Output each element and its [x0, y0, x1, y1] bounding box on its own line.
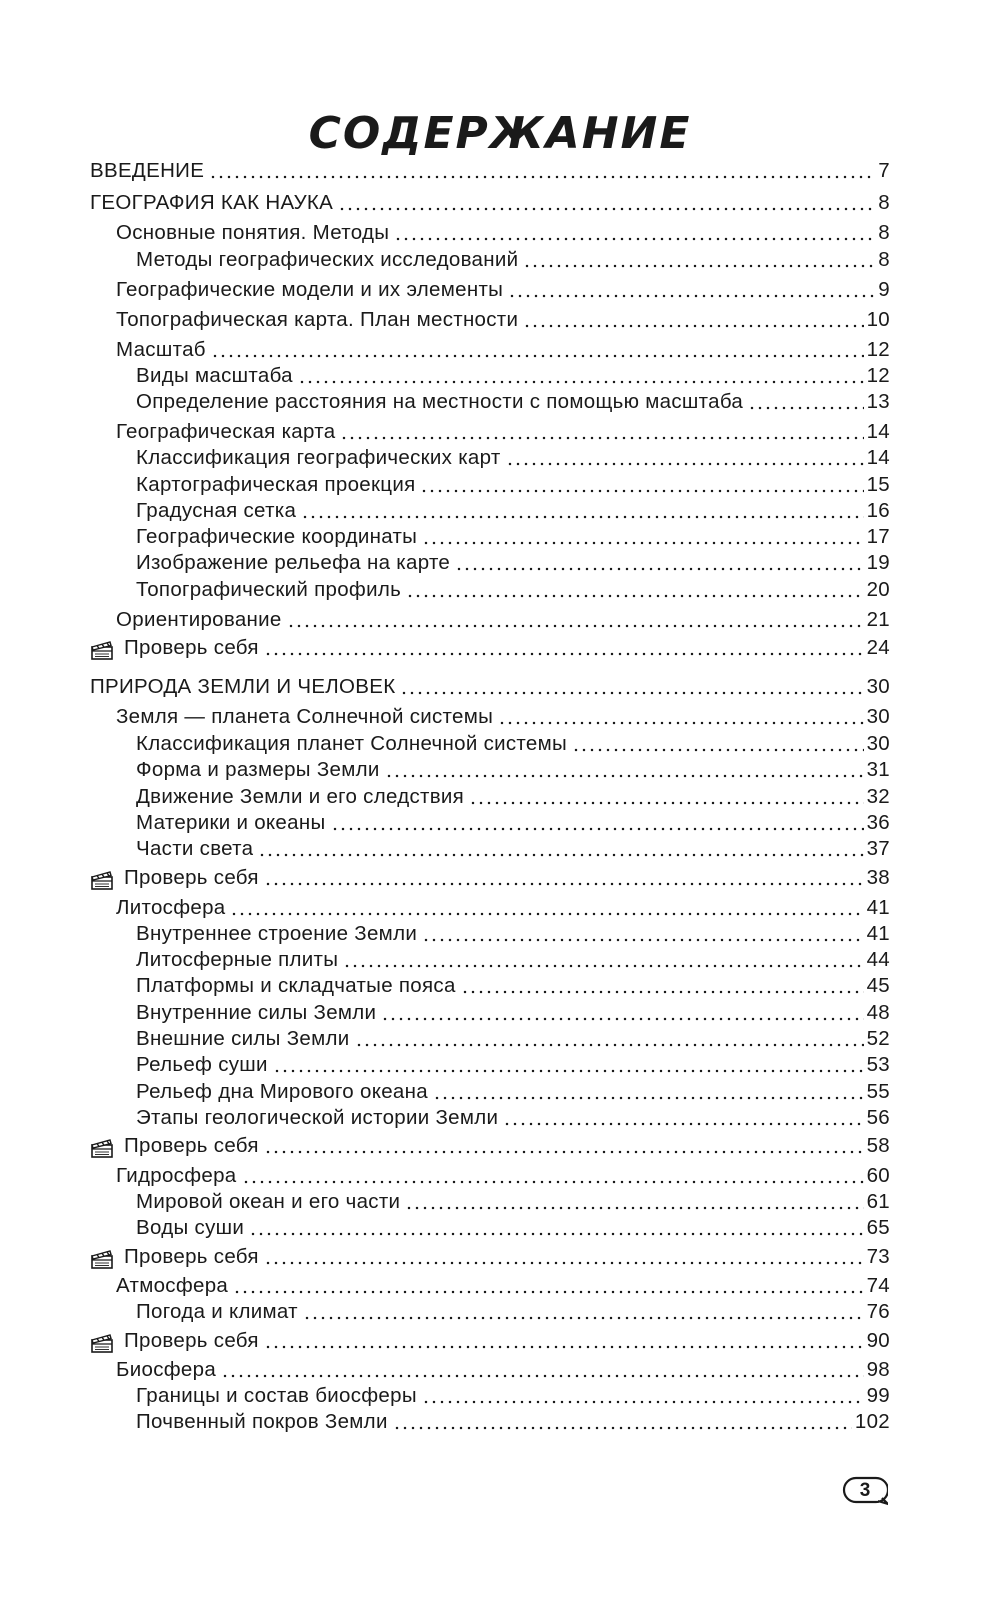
toc-entry-label	[116, 896, 227, 920]
toc-entry-page: 30	[866, 732, 890, 755]
dot-leader	[385, 774, 864, 778]
toc-entry-page: 15	[866, 473, 890, 496]
toc-entry-text: Классификация географических карт	[136, 446, 501, 469]
clapperboard-icon	[90, 1332, 114, 1354]
dot-leader	[209, 175, 875, 179]
dot-leader	[420, 489, 863, 493]
toc-entry	[136, 1187, 890, 1214]
dot-leader	[748, 406, 864, 410]
toc-entry-label	[136, 248, 520, 272]
toc-entry-page: 14	[866, 420, 890, 443]
toc-entry-label	[90, 1245, 261, 1269]
toc-entry-label	[136, 948, 340, 972]
toc-entry-page: 60	[866, 1164, 890, 1187]
toc-entry	[136, 782, 890, 809]
toc-entry-page: 7	[878, 159, 890, 182]
toc-entry-label	[116, 420, 337, 444]
toc-entry-page: 32	[866, 785, 890, 808]
toc-entry-label	[116, 608, 284, 632]
toc-entry	[136, 1050, 890, 1077]
toc-entry-text: Внешние силы Земли	[136, 1027, 350, 1050]
toc-entry-page: 65	[866, 1216, 890, 1239]
toc-entry-label	[116, 1358, 218, 1382]
toc-entry-label	[90, 1134, 261, 1158]
toc-entry	[90, 1131, 890, 1158]
toc-entry-label	[136, 1410, 390, 1434]
toc-entry-label	[136, 525, 419, 549]
toc-entry-label	[136, 922, 419, 946]
page-title: СОДЕРЖАНИЕ	[308, 108, 692, 159]
toc-entry-label	[116, 705, 495, 729]
toc-entry-page: 45	[866, 974, 890, 997]
toc-entry-page: 8	[878, 221, 890, 244]
toc-entry	[136, 1407, 890, 1434]
toc-entry-label	[136, 1300, 300, 1324]
toc-entry	[136, 548, 890, 575]
toc-entry-page: 76	[866, 1300, 890, 1323]
toc-entry-text: Проверь себя	[124, 866, 259, 889]
toc-entry-label	[136, 1106, 500, 1130]
toc-entry	[116, 417, 890, 444]
toc-entry-page: 56	[866, 1106, 890, 1129]
dot-leader	[331, 827, 864, 831]
dot-leader	[433, 1096, 864, 1100]
toc-entry-text: Топографический профиль	[136, 578, 402, 601]
toc-entry-page: 53	[866, 1053, 890, 1076]
toc-entry-label	[116, 278, 505, 302]
dot-leader	[400, 691, 863, 695]
dot-leader	[338, 207, 875, 211]
toc-entry-label	[136, 446, 503, 470]
toc-entry-text: Методы географических исследований	[136, 248, 519, 271]
toc-entry-label	[90, 1329, 261, 1353]
dot-leader	[221, 1374, 864, 1378]
toc-entry-page: 8	[878, 248, 890, 271]
toc-entry-page: 8	[878, 191, 890, 214]
dot-leader	[211, 354, 864, 358]
page-number-badge	[842, 1476, 888, 1506]
dot-leader	[422, 938, 864, 942]
dot-leader	[264, 1261, 864, 1265]
toc-entry-text: Биосфера	[116, 1358, 217, 1381]
toc-entry-label	[136, 473, 417, 497]
toc-entry-text: Границы и состав биосферы	[136, 1384, 417, 1407]
toc-entry	[90, 863, 890, 890]
dot-leader	[264, 1150, 864, 1154]
toc-entry	[116, 335, 890, 362]
dot-leader	[405, 1206, 863, 1210]
toc-entry-text: Воды суши	[136, 1216, 245, 1239]
dot-leader	[455, 567, 863, 571]
toc-entry-label	[136, 811, 328, 835]
toc-entry	[90, 1242, 890, 1269]
toc-entry-label	[116, 308, 520, 332]
toc-entry-page: 12	[866, 338, 890, 361]
toc-entry-label	[136, 364, 295, 388]
toc-entry-page: 19	[866, 551, 890, 574]
toc-entry-text: Рельеф суши	[136, 1053, 268, 1076]
toc-entry	[116, 218, 890, 245]
dot-leader	[273, 1069, 864, 1073]
toc-entry-text: Форма и размеры Земли	[136, 758, 380, 781]
toc-entry-page: 31	[866, 758, 890, 781]
toc-entry-text: Виды масштаба	[136, 364, 293, 387]
toc-entry	[116, 1271, 890, 1298]
toc-entry-page: 10	[866, 308, 890, 331]
clapperboard-icon	[90, 869, 114, 891]
toc-entry-label	[136, 551, 452, 575]
toc-entry	[136, 1213, 890, 1240]
toc-entry-label	[90, 191, 335, 215]
dot-leader	[572, 748, 864, 752]
dot-leader	[264, 882, 864, 886]
toc-entry-text: Атмосфера	[116, 1274, 229, 1297]
dot-leader	[523, 324, 863, 328]
toc-entry	[136, 919, 890, 946]
toc-entry-label	[136, 1080, 430, 1104]
toc-entry-page: 90	[866, 1329, 890, 1352]
toc-entry-text: Погода и климат	[136, 1300, 298, 1323]
toc-entry-text: Этапы геологической истории Земли	[136, 1106, 499, 1129]
dot-leader	[301, 515, 863, 519]
toc-entry-page: 55	[866, 1080, 890, 1103]
toc-entry-page: 30	[866, 675, 890, 698]
toc-entry-page: 44	[866, 948, 890, 971]
toc-entry-label	[136, 974, 458, 998]
toc-entry-label	[136, 390, 745, 414]
toc-entry	[136, 387, 890, 414]
clapperboard-icon	[90, 1137, 114, 1159]
toc-entry-text: Материки и океаны	[136, 811, 326, 834]
toc-entry-page: 9	[878, 278, 890, 301]
toc-entry-text: Масштаб	[116, 338, 206, 361]
dot-leader	[249, 1232, 863, 1236]
toc-entry	[136, 971, 890, 998]
toc-entry-text: Градусная сетка	[136, 499, 297, 522]
toc-entry	[116, 275, 890, 302]
toc-entry	[136, 1103, 890, 1130]
toc-entry	[90, 1326, 890, 1353]
toc-entry-page: 36	[866, 811, 890, 834]
toc-entry	[136, 575, 890, 602]
toc-entry	[136, 443, 890, 470]
toc-entry-page: 38	[866, 866, 890, 889]
dot-leader	[461, 990, 864, 994]
dot-leader	[264, 652, 864, 656]
dot-leader	[264, 1345, 864, 1349]
clapperboard-icon	[90, 639, 114, 661]
toc-entry-page: 16	[866, 499, 890, 522]
toc-entry-label	[136, 578, 403, 602]
toc-entry-text: ГЕОГРАФИЯ КАК НАУКА	[90, 191, 334, 214]
toc-entry	[136, 834, 890, 861]
toc-entry-text: Проверь себя	[124, 1134, 259, 1157]
toc-entry-text: ПРИРОДА ЗЕМЛИ И ЧЕЛОВЕК	[90, 675, 396, 698]
toc-entry-page: 14	[866, 446, 890, 469]
toc-entry-label	[136, 1384, 419, 1408]
toc-entry	[136, 1077, 890, 1104]
dot-leader	[303, 1316, 864, 1320]
dot-leader	[258, 853, 863, 857]
toc-entry-page: 20	[866, 578, 890, 601]
dot-leader	[469, 801, 864, 805]
toc-entry	[90, 672, 890, 699]
toc-entry-text: Части света	[136, 837, 254, 860]
dot-leader	[242, 1180, 864, 1184]
toc-entry-page: 13	[866, 390, 890, 413]
toc-entry-text: Топографическая карта. План местности	[116, 308, 519, 331]
toc-entry-page: 99	[866, 1384, 890, 1407]
toc-entry	[116, 605, 890, 632]
toc-entry	[90, 156, 890, 183]
clapperboard-icon	[90, 1248, 114, 1270]
dot-leader	[233, 1290, 863, 1294]
toc-entry-page: 37	[866, 837, 890, 860]
toc-entry	[116, 305, 890, 332]
toc-entry	[136, 245, 890, 272]
toc-entry-page: 30	[866, 705, 890, 728]
toc-entry-text: Ориентирование	[116, 608, 282, 631]
toc-entry-text: Внутреннее строение Земли	[136, 922, 418, 945]
toc-entry-text: Гидросфера	[116, 1164, 237, 1187]
toc-entry-text: Почвенный покров Земли	[136, 1410, 388, 1433]
toc-entry-text: Основные понятия. Методы	[116, 221, 390, 244]
toc-entry-text: Земля — планета Солнечной системы	[116, 705, 494, 728]
toc-entry-label	[136, 758, 382, 782]
toc-entry	[136, 1024, 890, 1051]
toc-entry-label	[136, 732, 569, 756]
toc-entry-page: 17	[866, 525, 890, 548]
toc-entry	[116, 1161, 890, 1188]
dot-leader	[287, 624, 864, 628]
page-number: 3	[859, 1480, 871, 1501]
dot-leader	[406, 594, 864, 598]
toc-entry-text: Классификация планет Солнечной системы	[136, 732, 568, 755]
toc-entry-label	[136, 837, 255, 861]
toc-entry-label	[90, 866, 261, 890]
dot-leader	[381, 1017, 863, 1021]
dot-leader	[298, 380, 864, 384]
toc-entry-text: Литосфера	[116, 896, 226, 919]
toc-entry-label	[136, 1027, 352, 1051]
toc-entry-page: 41	[866, 922, 890, 945]
toc-entry-label	[90, 159, 206, 183]
dot-leader	[343, 964, 863, 968]
toc-entry	[136, 755, 890, 782]
toc-entry-text: Географическая карта	[116, 420, 336, 443]
dot-leader	[523, 264, 875, 268]
dot-leader	[394, 237, 875, 241]
toc-entry	[136, 522, 890, 549]
toc-entry-label	[116, 338, 208, 362]
dot-leader	[506, 462, 864, 466]
toc-entry-label	[136, 785, 466, 809]
toc-entry-label	[90, 636, 261, 660]
toc-entry-text: Проверь себя	[124, 1245, 259, 1268]
toc-entry-page: 61	[866, 1190, 890, 1213]
toc-entry-text: ВВЕДЕНИЕ	[90, 159, 205, 182]
toc-entry	[90, 188, 890, 215]
toc-entry	[136, 998, 890, 1025]
dot-leader	[503, 1122, 863, 1126]
toc-entry-page: 41	[866, 896, 890, 919]
dot-leader	[508, 294, 875, 298]
toc-entry	[136, 945, 890, 972]
toc-entry-page: 24	[866, 636, 890, 659]
toc-entry	[136, 729, 890, 756]
toc-entry-text: Мировой океан и его части	[136, 1190, 401, 1213]
toc-entry-text: Проверь себя	[124, 636, 259, 659]
toc-entry-label	[136, 1190, 402, 1214]
toc-entry-text: Литосферные плиты	[136, 948, 339, 971]
toc-entry	[136, 496, 890, 523]
toc-entry-label	[136, 1001, 378, 1025]
toc-entry-page: 21	[866, 608, 890, 631]
toc-entry	[116, 1355, 890, 1382]
toc-entry-label	[90, 675, 397, 699]
dot-leader	[393, 1426, 852, 1430]
toc-entry-label	[136, 499, 298, 523]
toc-entry-text: Проверь себя	[124, 1329, 259, 1352]
toc-entry-page: 48	[866, 1001, 890, 1024]
dot-leader	[498, 721, 863, 725]
dot-leader	[355, 1043, 864, 1047]
toc-entry-page: 58	[866, 1134, 890, 1157]
toc-entry-text: Рельеф дна Мирового океана	[136, 1080, 428, 1103]
toc-entry	[136, 1381, 890, 1408]
toc-entry	[116, 893, 890, 920]
toc-entry-page: 98	[866, 1358, 890, 1381]
toc-entry	[116, 702, 890, 729]
toc-entry-text: Географические координаты	[136, 525, 418, 548]
toc-entry-label	[116, 1274, 230, 1298]
toc-entry	[90, 633, 890, 660]
toc-entry-page: 12	[866, 364, 890, 387]
dot-leader	[422, 1400, 864, 1404]
toc-entry-label	[136, 1053, 270, 1077]
toc-entry-text: Определение расстояния на местности с помощью масштаба	[136, 390, 744, 413]
toc-entry-page: 52	[866, 1027, 890, 1050]
toc-entry-text: Картографическая проекция	[136, 473, 416, 496]
toc-entry-page: 74	[866, 1274, 890, 1297]
dot-leader	[230, 912, 863, 916]
toc-entry-text: Движение Земли и его следствия	[136, 785, 465, 808]
toc-entry-label	[136, 1216, 246, 1240]
dot-leader	[340, 436, 863, 440]
toc-entry-label	[116, 221, 391, 245]
toc-entry	[136, 1297, 890, 1324]
toc-entry-text: Платформы и складчатые пояса	[136, 974, 456, 997]
toc-entry-text: Внутренние силы Земли	[136, 1001, 377, 1024]
toc-entry-page: 73	[866, 1245, 890, 1268]
dot-leader	[422, 541, 863, 545]
toc-entry	[136, 470, 890, 497]
toc-entry-text: Географические модели и их элементы	[116, 278, 504, 301]
toc-entry	[136, 361, 890, 388]
toc-entry	[136, 808, 890, 835]
toc-entry-page: 102	[854, 1410, 890, 1433]
toc-entry-text: Изображение рельефа на карте	[136, 551, 451, 574]
toc-entry-label	[116, 1164, 239, 1188]
